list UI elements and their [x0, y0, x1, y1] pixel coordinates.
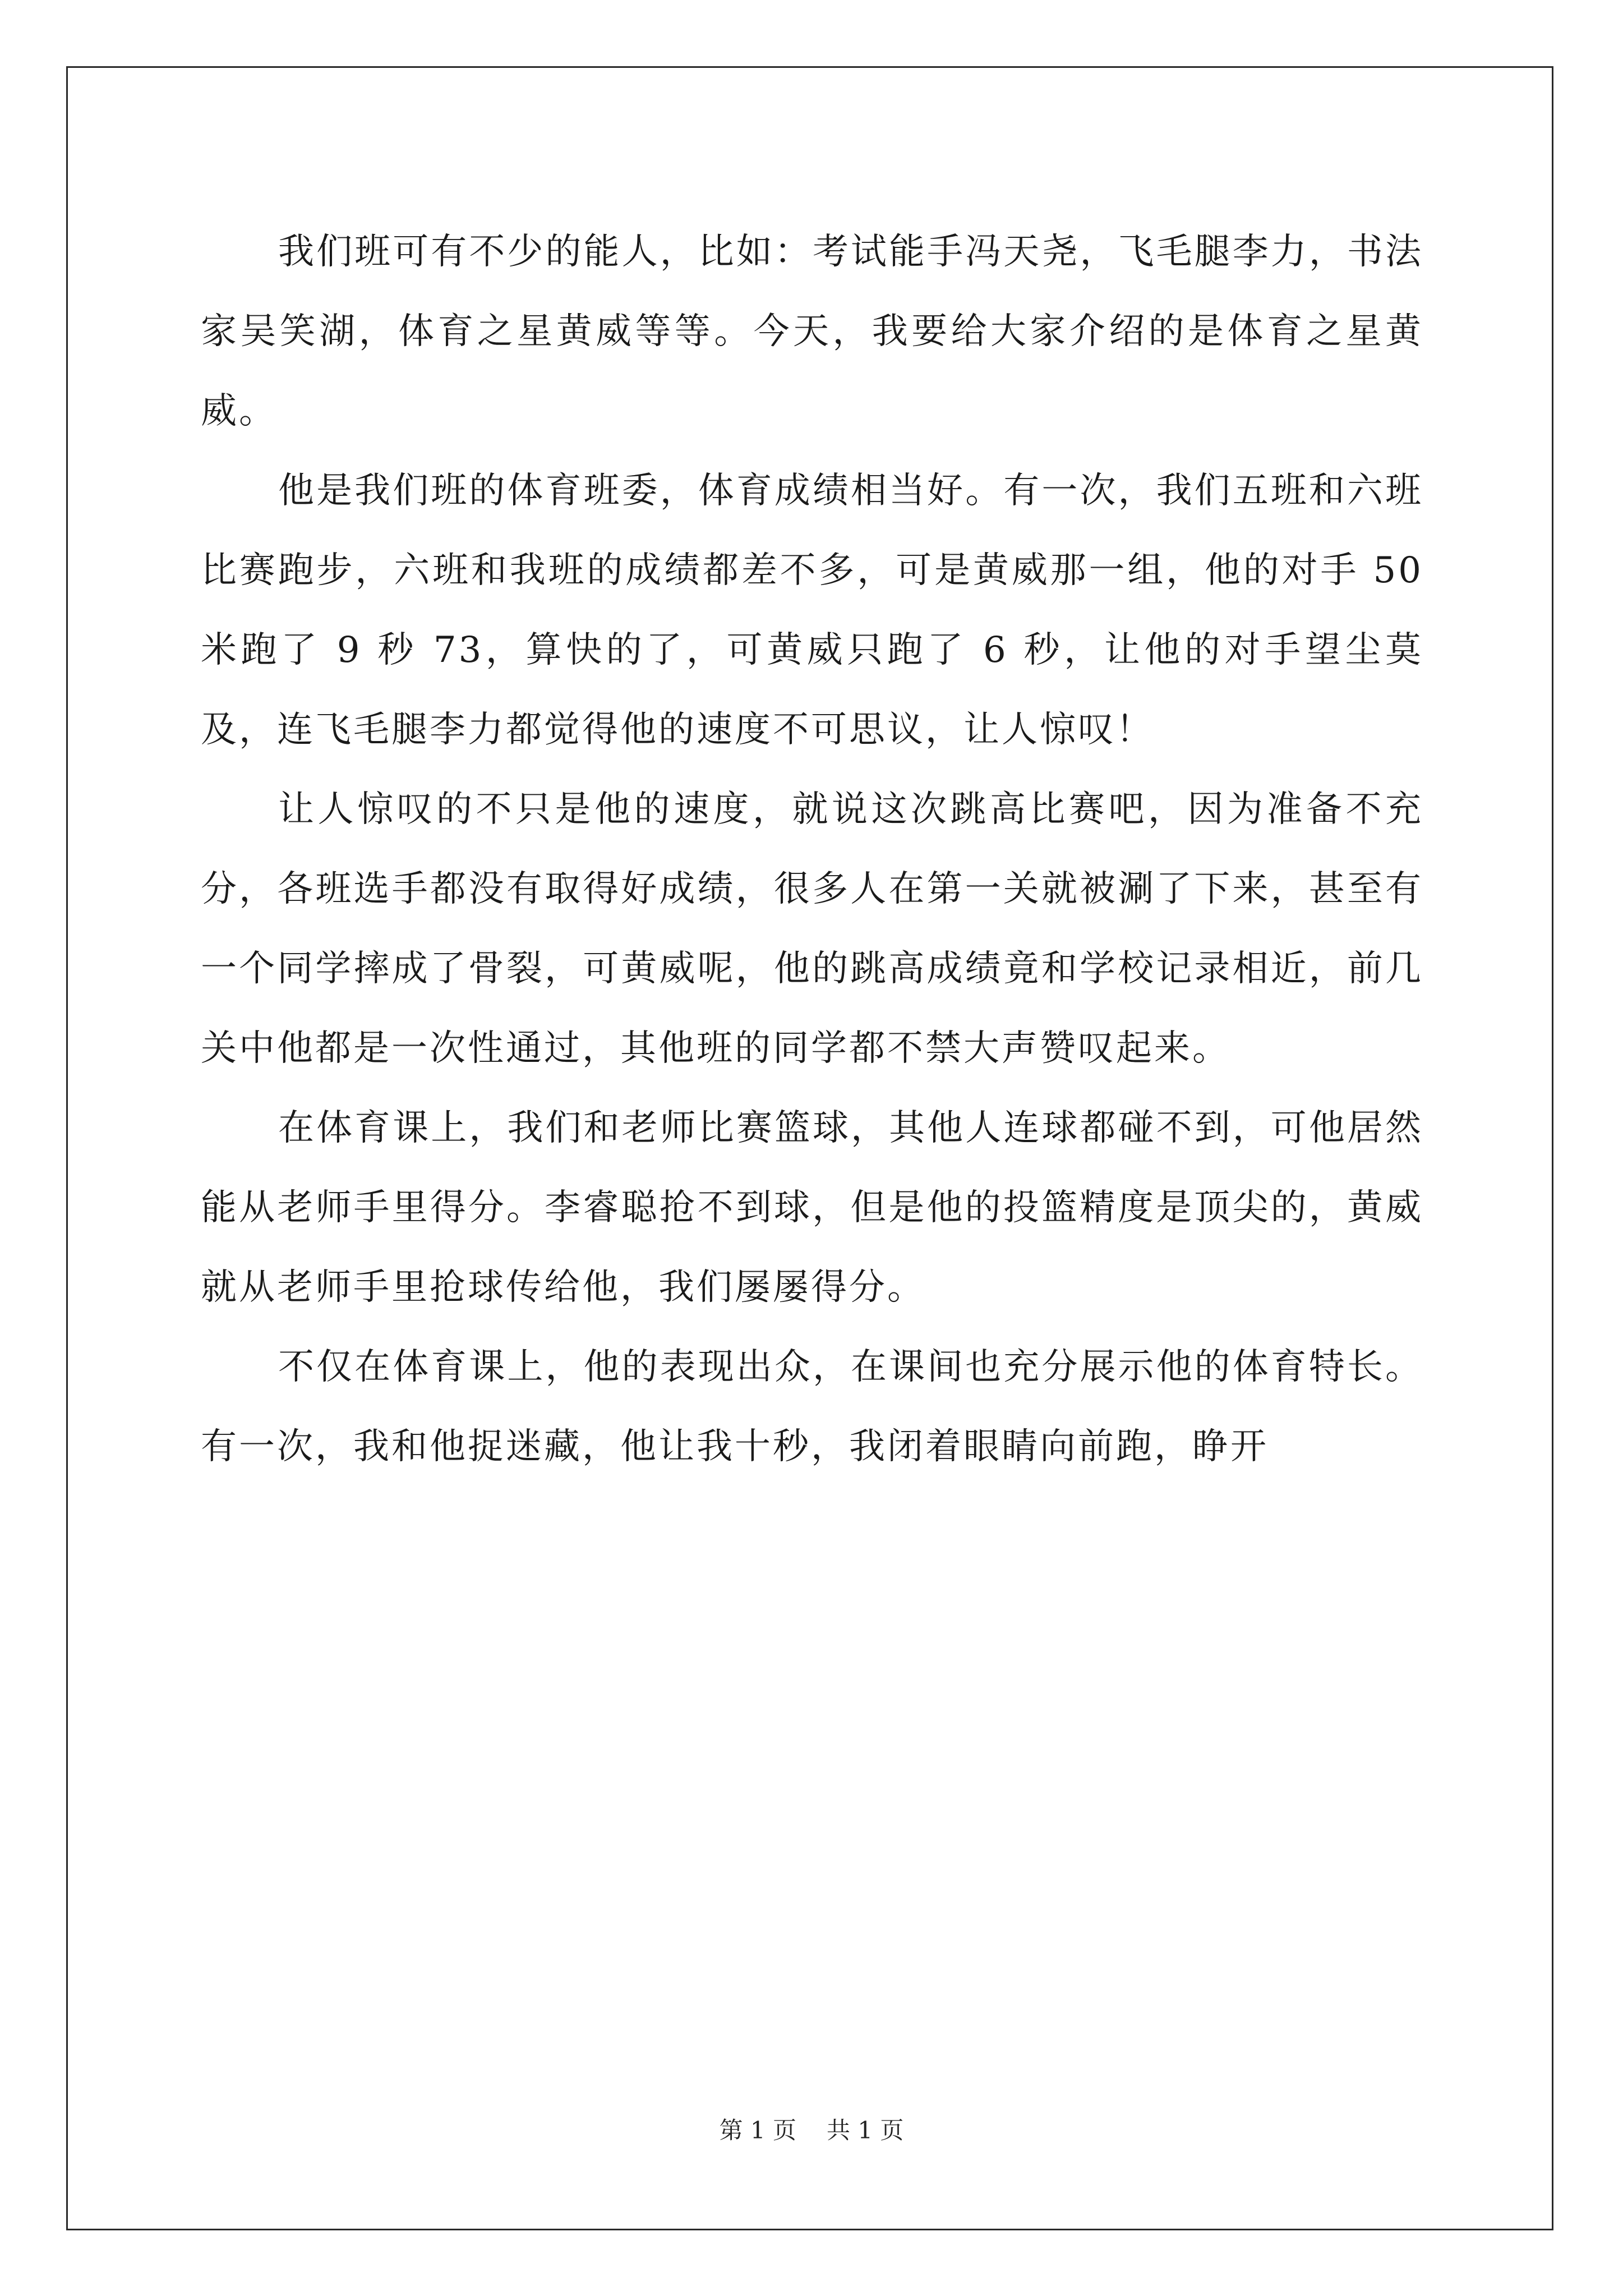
paragraph-1: 我们班可有不少的能人，比如：考试能手冯天尧，飞毛腿李力，书法家吴笑湖，体育之星黄威等等。今天，我要给大家介绍的是体育之星黄威。 — [201, 231, 1423, 432]
paragraph-3: 让人惊叹的不只是他的速度，就说这次跳高比赛吧，因为准备不充分，各班选手都没有取得好成绩，很多人在第一关就被涮了下来，甚至有一个同学摔成了骨裂，可黄威呢，他的跳高成绩竟和学校记录相近，前几关中他都是一次性通过，其他班的同学都不禁大声赞叹起来。 — [201, 789, 1423, 1069]
paragraph-4: 在体育课上，我们和老师比赛篮球，其他人连球都碰不到，可他居然能从老师手里得分。李睿聪抢不到球，但是他的投篮精度是顶尖的，黄威就从老师手里抢球传给他，我们屡屡得分。 — [201, 1107, 1423, 1308]
page-footer — [0, 2114, 1623, 2147]
paragraph-2: 他是我们班的体育班委，体育成绩相当好。有一次，我们五班和六班比赛跑步，六班和我班的成绩都差不多，可是黄威那一组，他的对手 50 米跑了 9 秒 73，算快的了，可黄威只跑了 6 秒，让他的对手望尘莫及，连飞毛腿李力都觉得他的速度不可思议，让人惊叹！ — [201, 470, 1423, 751]
page-number-total: 共 1 页 — [827, 2116, 904, 2144]
document-body — [201, 212, 1423, 1487]
paragraph-5: 不仅在体育课上，他的表现出众，在课间也充分展示他的体育特长。有一次，我和他捉迷藏，他让我十秒，我闭着眼睛向前跑，睁开 — [201, 1346, 1423, 1467]
page-number-current: 第 1 页 — [719, 2116, 796, 2144]
